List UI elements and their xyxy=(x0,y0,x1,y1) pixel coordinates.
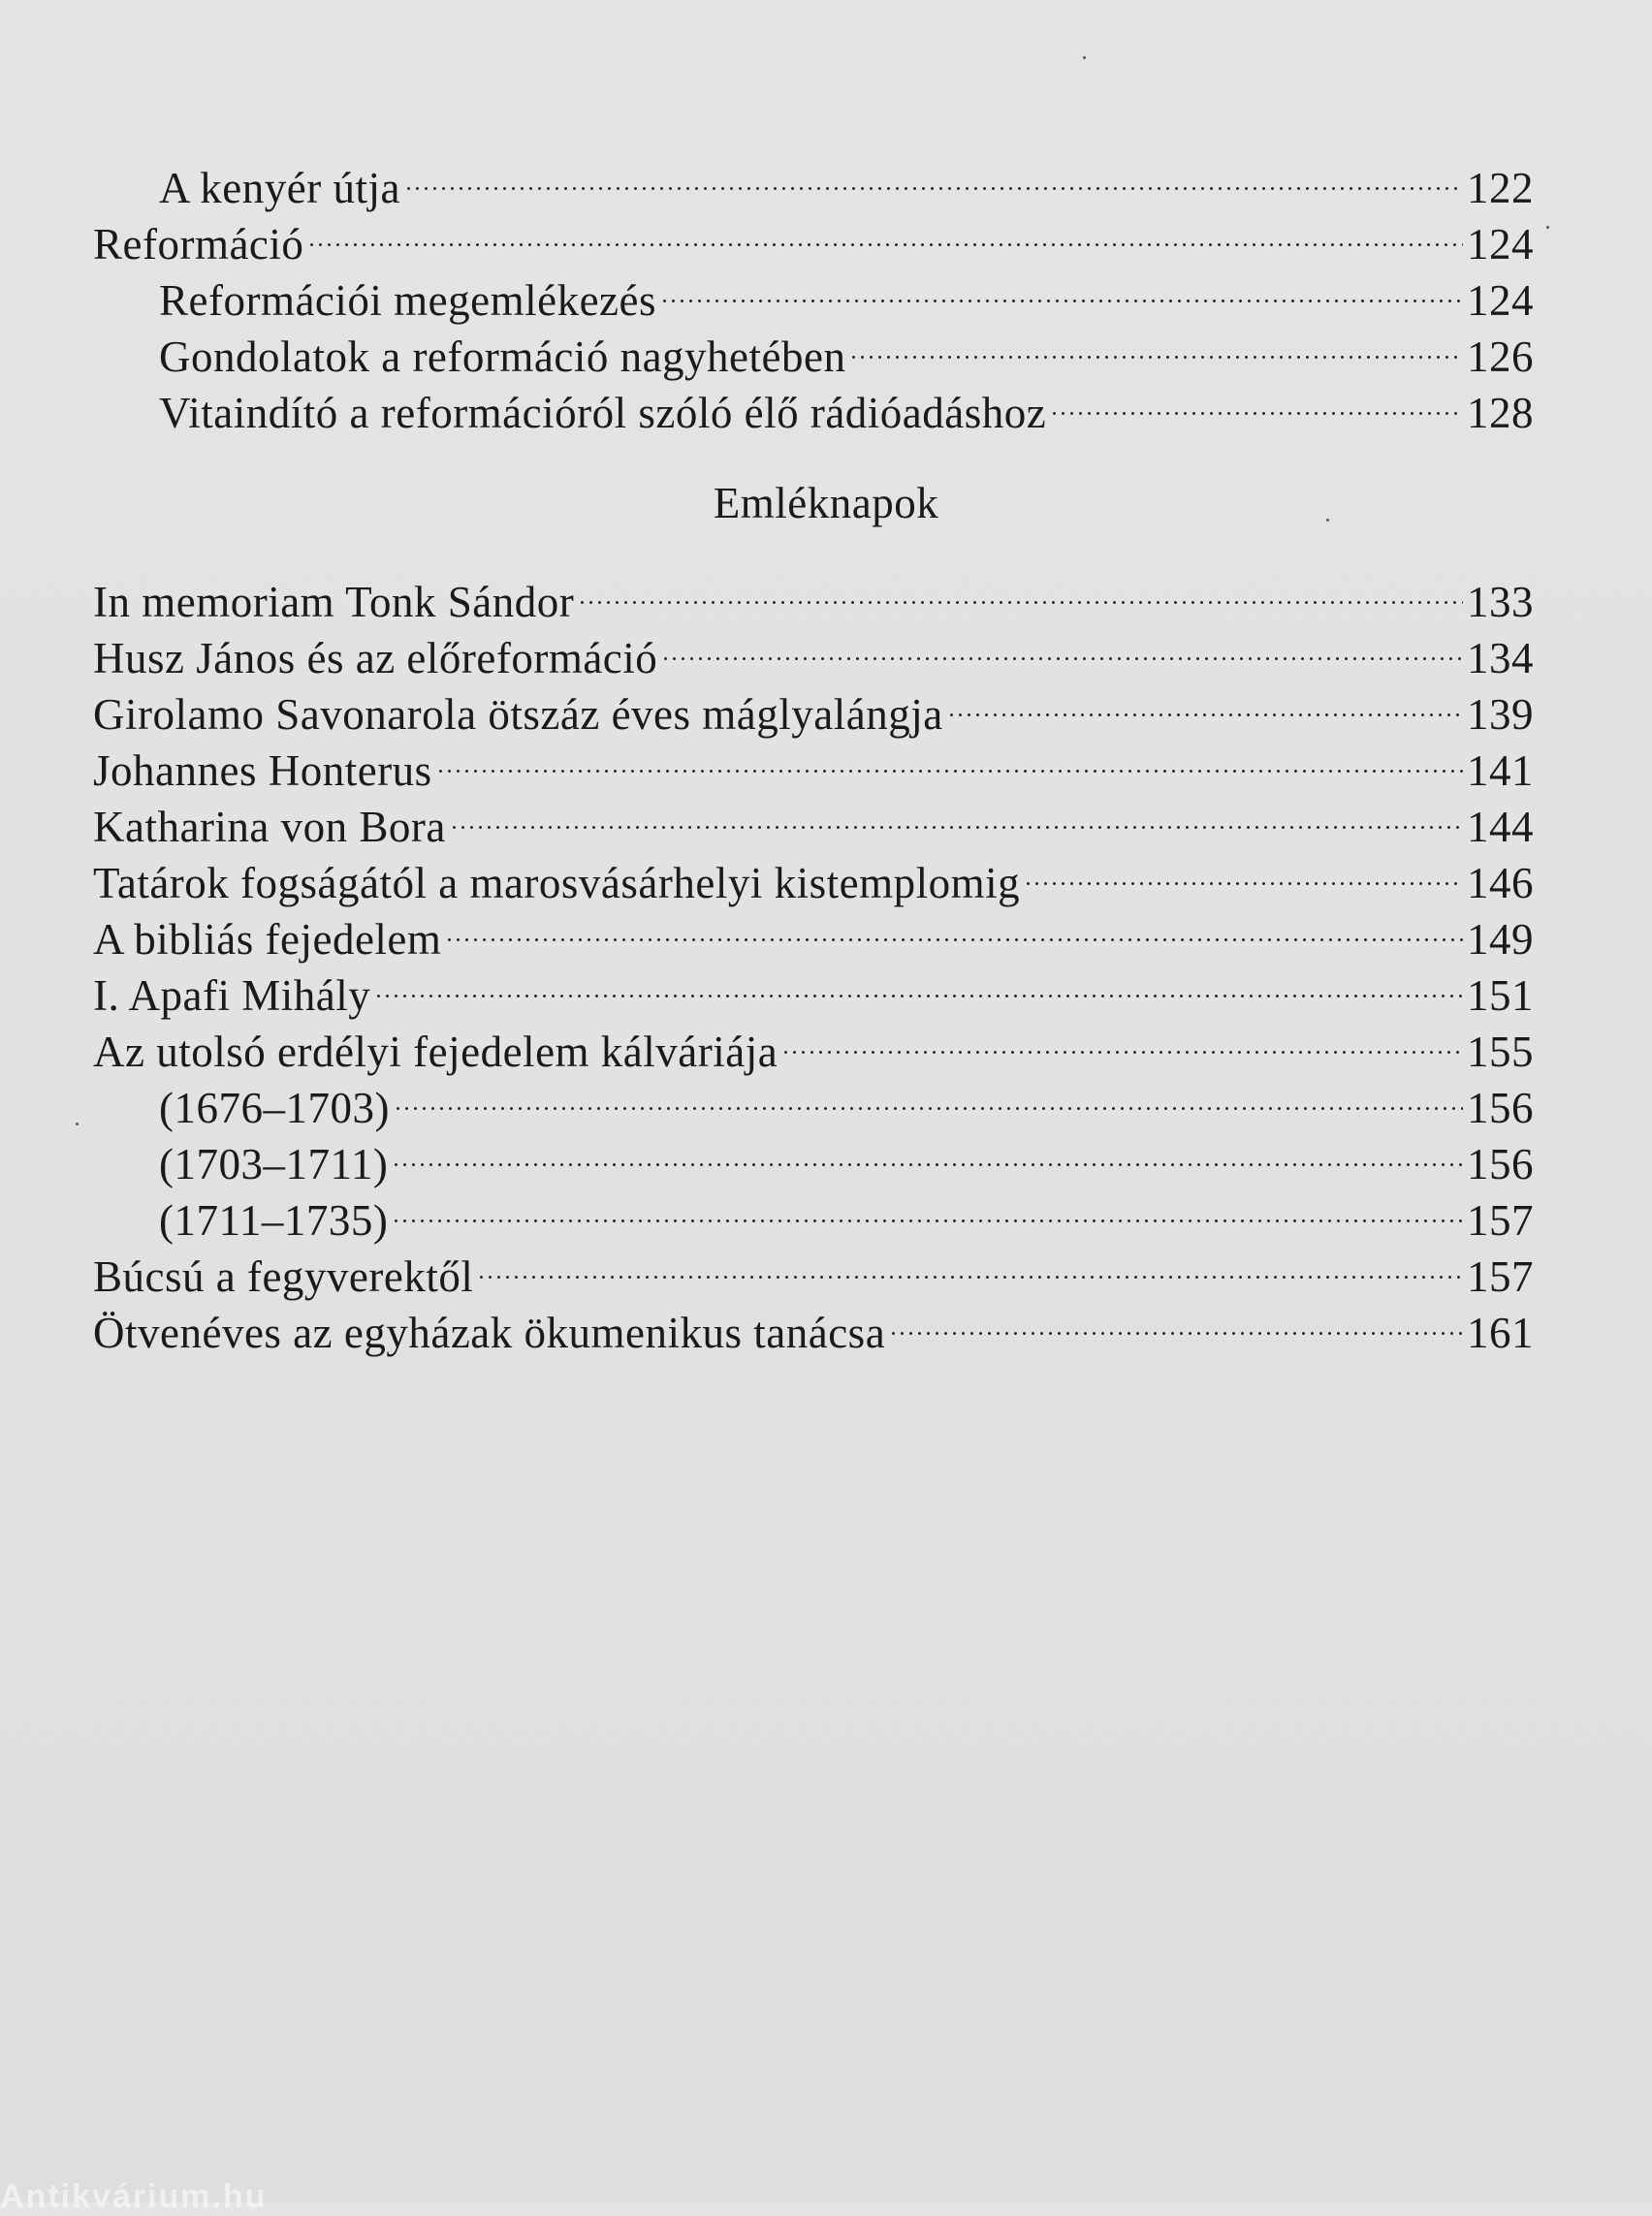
toc-entry xyxy=(93,560,1534,626)
toc-entry xyxy=(93,203,1534,269)
toc-entry-page-number: 126 xyxy=(1467,332,1534,381)
toc-lower-list xyxy=(93,560,1534,1357)
dot-leader xyxy=(477,1235,1463,1291)
paper-speck xyxy=(1083,56,1086,59)
toc-upper-list xyxy=(93,146,1534,437)
toc-entry-page-number: 157 xyxy=(1467,1252,1534,1301)
paper-speck xyxy=(76,1123,79,1125)
dot-leader xyxy=(392,1179,1463,1235)
toc-entry-title: A kenyér útja xyxy=(159,164,400,212)
toc-entry-page-number: 157 xyxy=(1467,1196,1534,1245)
dot-leader xyxy=(394,1066,1463,1123)
dot-leader xyxy=(849,315,1463,371)
dot-leader xyxy=(450,785,1463,841)
watermark-text: Antikvárium.hu xyxy=(0,2178,268,2215)
paper-speck xyxy=(1326,519,1329,522)
dot-leader xyxy=(1050,371,1463,427)
toc-entry-title: Tatárok fogságától a marosvásárhelyi kistemplomig xyxy=(93,859,1021,907)
toc-entry-title: In memoriam Tonk Sándor xyxy=(93,578,575,626)
toc-entry-title: Johannes Honterus xyxy=(93,746,432,795)
toc-entry-title: Girolamo Savonarola ötszáz éves máglyalángja xyxy=(93,690,943,739)
section-heading: Emléknapok xyxy=(713,479,939,527)
toc-entry-page-number: 144 xyxy=(1467,803,1534,851)
toc-entry-title: Vitaindító a reformációról szóló élő rádióadáshoz xyxy=(159,389,1047,437)
toc-entry-title: (1711–1735) xyxy=(159,1196,389,1245)
toc-entry-title: (1676–1703) xyxy=(159,1084,390,1132)
toc-entry-title: A bibliás fejedelem xyxy=(93,915,442,964)
paper-speck xyxy=(1546,226,1549,229)
toc-entry-page-number: 149 xyxy=(1467,915,1534,964)
toc-entry xyxy=(93,259,1534,325)
dot-leader xyxy=(1024,841,1463,898)
toc-entry-page-number: 133 xyxy=(1467,578,1534,626)
toc-entry-title: I. Apafi Mihály xyxy=(93,971,371,1020)
dot-leader xyxy=(374,954,1463,1010)
dot-leader xyxy=(660,259,1463,315)
toc-entry-title: Reformációi megemlékezés xyxy=(159,276,657,325)
toc-entry-title: Reformáció xyxy=(93,220,304,269)
toc-entry-title: Az utolsó erdélyi fejedelem kálváriája xyxy=(93,1028,778,1076)
dot-leader xyxy=(436,729,1463,785)
dot-leader xyxy=(661,617,1463,673)
toc-entry-title: (1703–1711) xyxy=(159,1140,389,1188)
toc-entry-title: Husz János és az előreformáció xyxy=(93,634,658,682)
toc-entry-page-number: 151 xyxy=(1467,971,1534,1020)
dot-leader xyxy=(307,203,1463,259)
toc-entry-title: Ötvenéves az egyházak ökumenikus tanácsa xyxy=(93,1309,886,1357)
toc-entry xyxy=(93,146,1534,212)
dot-leader xyxy=(404,146,1463,203)
dot-leader xyxy=(781,1010,1463,1066)
toc-entry-page-number: 122 xyxy=(1467,164,1534,212)
toc-entry-page-number: 124 xyxy=(1467,220,1534,269)
toc-entry-page-number: 139 xyxy=(1467,690,1534,739)
toc-entry-page-number: 141 xyxy=(1467,746,1534,795)
toc-entry-page-number: 161 xyxy=(1467,1309,1534,1357)
toc-entry-page-number: 128 xyxy=(1467,389,1534,437)
toc-entry-title: Gondolatok a reformáció nagyhetében xyxy=(159,332,846,381)
toc-entry-page-number: 156 xyxy=(1467,1084,1534,1132)
toc-entry-page-number: 155 xyxy=(1467,1028,1534,1076)
dot-leader xyxy=(889,1291,1463,1347)
toc-entry-page-number: 146 xyxy=(1467,859,1534,907)
toc-entry-title: Búcsú a fegyverektől xyxy=(93,1252,474,1301)
dot-leader xyxy=(578,560,1463,617)
dot-leader xyxy=(947,673,1463,729)
toc-entry-title: Katharina von Bora xyxy=(93,803,446,851)
dot-leader xyxy=(392,1123,1463,1179)
toc-entry-page-number: 124 xyxy=(1467,276,1534,325)
toc-entry-page-number: 156 xyxy=(1467,1140,1534,1188)
dot-leader xyxy=(445,898,1463,954)
toc-entry-page-number: 134 xyxy=(1467,634,1534,682)
